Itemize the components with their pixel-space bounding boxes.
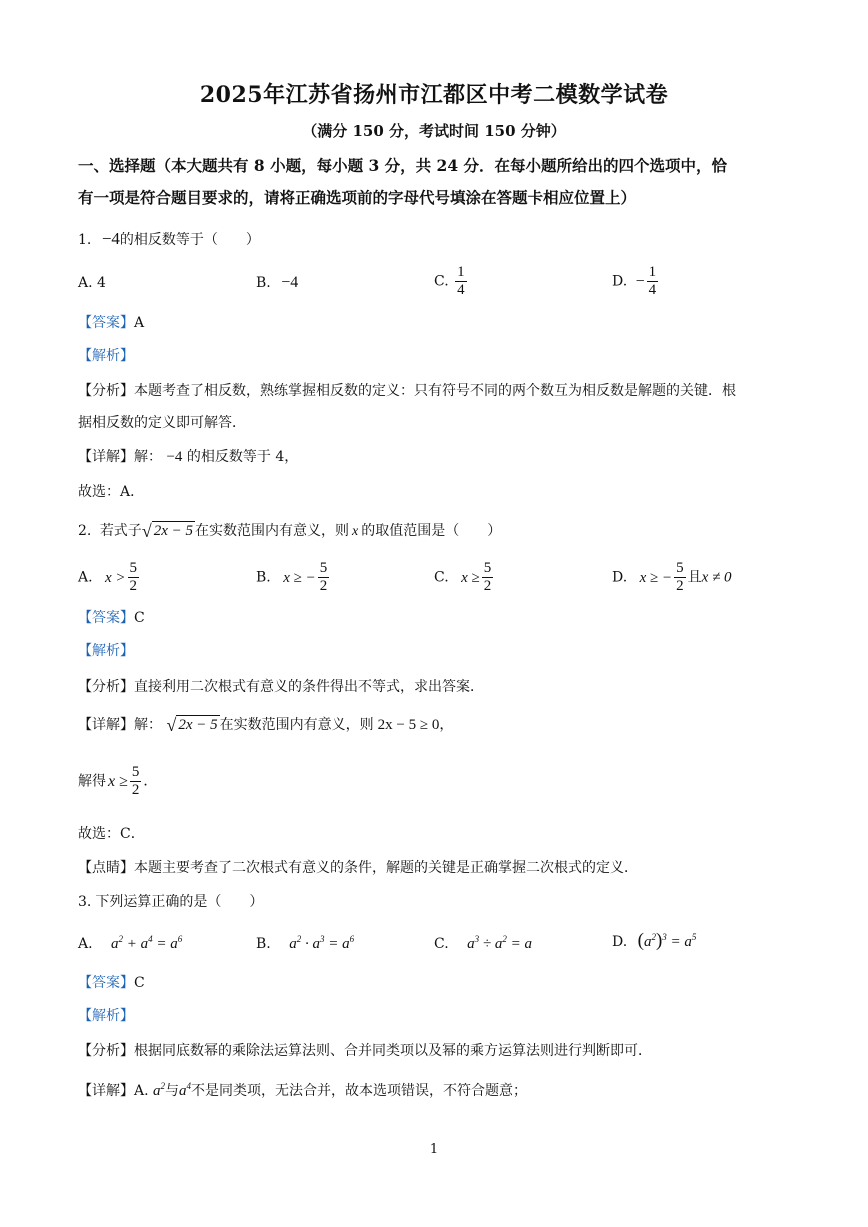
q2-solve: 解得 x ≥ $\frac{5}{2}$ ． <box>78 764 158 798</box>
q2-choose: 故选：C． <box>78 826 145 842</box>
question-expr: −4 <box>101 229 120 248</box>
q3-option-d: D. $(a^2)^3 = a^5$ <box>612 930 697 951</box>
q1-detail: 【详解】解： −4 的相反数等于 4， <box>78 449 299 465</box>
page-title: 2025年江苏省扬州市江都区中考二模数学试卷 <box>199 82 669 108</box>
q1-option-a: A. 4 <box>78 275 106 291</box>
question-2: 2. 若式子 √ 2x − 5 在实数范围内有意义，则 x 的取值范围是（ ） <box>78 521 502 541</box>
q3-option-a: A. $a^2 + a^4 = a^6$ <box>78 934 183 952</box>
q3-analysis-tag: 【解析】 <box>78 1008 134 1024</box>
q3-option-c: C. $a^3 \div a^2 = a$ <box>434 934 532 952</box>
radical: √ 2x − 5 <box>166 715 218 735</box>
section-heading-line2: 有一项是符合题目要求的，请将正确选项前的字母代号填涂在答题卡相应位置上） <box>78 188 637 207</box>
q3-option-b: B. $a^2 \cdot a^3 = a^6$ <box>256 934 355 952</box>
q3-detail: 【详解】A. $a^2$与$a^4$不是同类项，无法合并，故本选项错误，不符合题意； <box>78 1081 528 1099</box>
q2-fenxi: 【分析】直接利用二次根式有意义的条件得出不等式，求出答案． <box>78 679 484 695</box>
q2-answer: 【答案】C <box>78 610 145 626</box>
question-3: 3. 下列运算正确的是（ ） <box>78 894 264 910</box>
q1-analysis-tag: 【解析】 <box>78 348 134 364</box>
q2-detail: 【详解】解： √ 2x − 5 在实数范围内有意义，则 2x − 5 ≥ 0， <box>78 715 454 735</box>
section-heading-line1: 一、选择题（本大题共有 8 小题，每小题 3 分，共 24 分．在每小题所给出的四个选项中，恰 <box>78 156 728 175</box>
question-1 <box>78 228 798 251</box>
fraction: $\frac{1}{4}$ <box>457 264 465 298</box>
answer-tag: 【答案】 <box>78 315 134 331</box>
q3-answer: 【答案】C <box>78 975 145 991</box>
radical: √ 2x − 5 <box>141 521 193 541</box>
q1-choose: 故选：A． <box>78 484 145 500</box>
question-text: 的相反数等于（ ） <box>119 232 260 248</box>
page-subtitle: （满分 150 分，考试时间 150 分钟） <box>302 122 566 140</box>
q1-option-b: B. −4 <box>256 274 299 291</box>
page-number: 1 <box>429 1142 439 1157</box>
question-number: 1. <box>78 232 92 248</box>
q1-answer: 【答案】A <box>78 315 145 331</box>
fraction: $\frac{1}{4}$ <box>648 264 657 298</box>
q2-analysis-tag: 【解析】 <box>78 643 134 659</box>
q2-option-a: A. x > $\frac{5}{2}$ <box>78 560 138 594</box>
q1-fenxi-line2: 据相反数的定义即可解答． <box>78 415 246 431</box>
q2-comment: 【点睛】本题主要考查了二次根式有意义的条件，解题的关键是正确掌握二次根式的定义． <box>78 860 638 876</box>
q1-fenxi-line1: 【分析】本题考查了相反数，熟练掌握相反数的定义：只有符号不同的两个数互为相反数是解题的关键．根 <box>78 383 736 399</box>
q2-option-b: B. x ≥ − $\frac{5}{2}$ <box>256 560 328 594</box>
q1-option-d: D. − $\frac{1}{4}$ <box>612 264 657 298</box>
q2-option-d: D. x ≥ − $\frac{5}{2}$ 且x ≠ 0 <box>612 560 732 594</box>
q3-fenxi: 【分析】根据同底数幂的乘除法运算法则、合并同类项以及幂的乘方运算法则进行判断即可． <box>78 1043 652 1059</box>
q1-option-c: C. $\frac{1}{4}$ <box>434 264 465 298</box>
q2-option-c: C. x ≥ $\frac{5}{2}$ <box>434 560 492 594</box>
